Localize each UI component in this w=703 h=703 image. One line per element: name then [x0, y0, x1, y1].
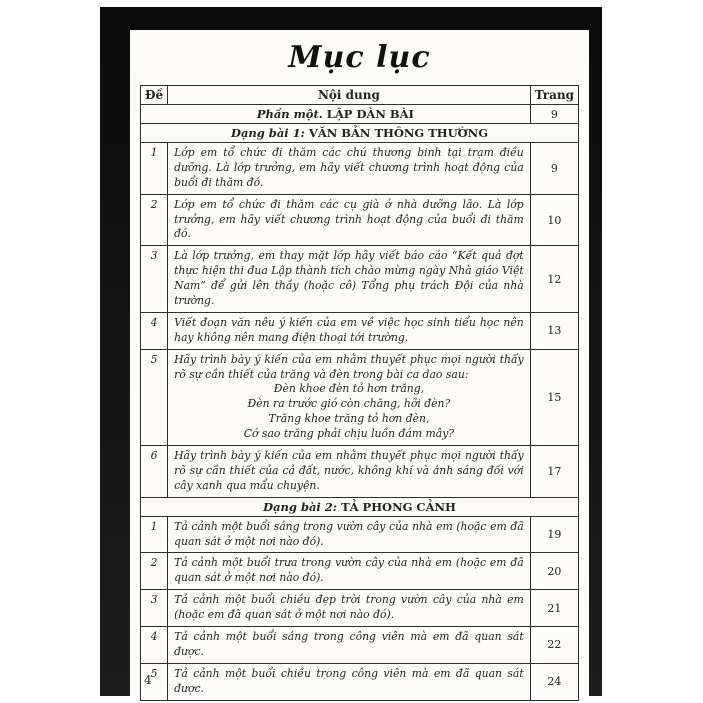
item-number: 6	[141, 446, 168, 498]
item-text	[168, 349, 531, 445]
item-number: 2	[141, 553, 168, 590]
toc-table-head	[141, 86, 579, 105]
poem-line: Đèn ra trước gió còn chăng, hỡi đèn?	[247, 397, 451, 411]
item-main-text: Hãy trình bày ý kiến của em nhằm thuyết phục mọi người thấy rõ sự cần thiết của trăng và đèn trong bài ca dao sau:	[174, 352, 524, 381]
part-title	[141, 105, 531, 124]
item-text	[168, 516, 531, 553]
poem-line: Cớ sao trăng phải chịu luồn đám mây?	[243, 427, 455, 441]
item-text	[168, 143, 531, 195]
section-prefix: Dạng bài 1:	[230, 126, 309, 140]
poem-line: Đèn khoe đèn tỏ hơn trăng,	[273, 382, 425, 396]
book-page	[130, 30, 589, 696]
section-title	[141, 497, 579, 516]
page-ref: 24	[530, 663, 578, 700]
item-text	[168, 312, 531, 349]
item-main-text: Lớp em tổ chức đi thăm các chú thương binh tại trạm điều dưỡng. Là lớp trưởng, em hãy viết chương trình hoạt động của buổi đi thăm đó.	[174, 146, 524, 189]
item-main-text: Tả cảnh một buổi trưa trong vườn cây của nhà em (hoặc em đã quan sát ở một nơi nào đó).	[174, 556, 524, 585]
part-prefix: Phần một.	[256, 107, 327, 121]
page-title: Mục lục	[288, 40, 431, 75]
item-main-text: Lớp em tổ chức đi thăm các cụ già ở nhà dưỡng lão. Là lớp trưởng, em hãy viết chương trình hoạt động của buổi đi thăm đó.	[174, 197, 524, 241]
item-main-text: Viết đoạn văn nêu ý kiến của em về việc học sinh tiểu học nên hay không nên mang điện thoại tới trường.	[174, 315, 524, 344]
item-main-text: Tả cảnh một buổi chiều đẹp trời trong vườn cây của nhà em (hoặc em đã quan sát ở một nơi nào đó).	[174, 593, 524, 622]
item-text	[168, 663, 531, 700]
item-number: 5	[141, 349, 168, 445]
poem-line: Trăng khoe trăng tỏ hơn đèn,	[268, 412, 430, 426]
toc-row-section	[141, 124, 579, 143]
toc-row-item	[141, 194, 579, 246]
item-text	[168, 553, 531, 590]
page-number: 4	[144, 673, 152, 687]
item-number: 1	[141, 143, 168, 195]
item-number: 5	[141, 663, 168, 700]
section-title	[141, 124, 579, 143]
page-ref: 22	[530, 627, 578, 664]
toc-header-row	[141, 86, 579, 105]
item-main-text: Tả cảnh một buổi sáng trong công viên mà em đã quan sát được.	[174, 630, 524, 658]
col-header-trang: Trang	[530, 86, 578, 105]
page-ref: 21	[530, 590, 578, 627]
col-header-noidung: Nội dung	[168, 86, 531, 105]
item-text	[168, 446, 531, 498]
page-ref: 20	[530, 553, 578, 590]
toc-row-part	[141, 105, 579, 124]
item-main-text: Tả cảnh một buổi chiều trong công viên mà em đã quan sát được.	[174, 666, 524, 695]
item-number: 1	[141, 516, 168, 553]
page-ref: 9	[530, 143, 578, 195]
toc-row-item	[141, 553, 579, 590]
page-ref: 17	[530, 446, 578, 498]
toc-row-item	[141, 590, 579, 627]
toc-row-item	[141, 446, 579, 498]
book-photo-backdrop	[100, 7, 602, 696]
toc-row-item	[141, 663, 579, 700]
toc-table	[140, 85, 579, 701]
col-header-de: Đề	[141, 86, 168, 105]
toc-row-item	[141, 312, 579, 349]
item-main-text: Tả cảnh một buổi sáng trong vườn cây của nhà em (hoặc em đã quan sát ở một nơi nào đó).	[174, 519, 524, 548]
section-name: VĂN BẢN THÔNG THƯỜNG	[308, 126, 489, 140]
page-ref: 10	[530, 194, 578, 246]
toc-row-item	[141, 246, 579, 313]
section-prefix: Dạng bài 2:	[263, 499, 342, 514]
page-ref: 12	[530, 246, 578, 313]
item-number: 3	[141, 590, 168, 627]
toc-row-section	[141, 497, 579, 516]
item-text	[168, 194, 531, 246]
toc-row-item	[141, 143, 579, 195]
item-text	[168, 627, 531, 664]
toc-table-body	[141, 105, 579, 701]
item-text	[168, 246, 531, 313]
page-ref: 19	[530, 516, 578, 553]
page-ref: 9	[530, 105, 578, 124]
part-name: LẬP DÀN BÀI	[326, 107, 414, 121]
item-main-text: Là lớp trưởng, em thay mặt lớp hãy viết báo cáo “Kết quả đợt thực hiện thi đua Lập thành tích chào mừng ngày Nhà giáo Việt Nam” để gửi lên thầy (hoặc cô) Tổng phụ trách Đội của nhà trường.	[174, 249, 524, 308]
toc-row-item	[141, 627, 579, 664]
item-number: 2	[141, 194, 168, 246]
item-number: 3	[141, 246, 168, 313]
toc-row-item	[141, 349, 579, 445]
item-number: 4	[141, 627, 168, 664]
toc-row-item	[141, 516, 579, 553]
item-text	[168, 590, 531, 627]
section-name: TẢ PHONG CẢNH	[341, 499, 456, 514]
page-ref: 13	[530, 312, 578, 349]
item-main-text: Hãy trình bày ý kiến của em nhằm thuyết phục mọi người thấy rõ sự cần thiết của cả đất, nước, không khí và ánh sáng đối với cây xanh qua mẩu chuyện.	[174, 449, 524, 492]
page-ref: 15	[530, 349, 578, 445]
item-number: 4	[141, 312, 168, 349]
